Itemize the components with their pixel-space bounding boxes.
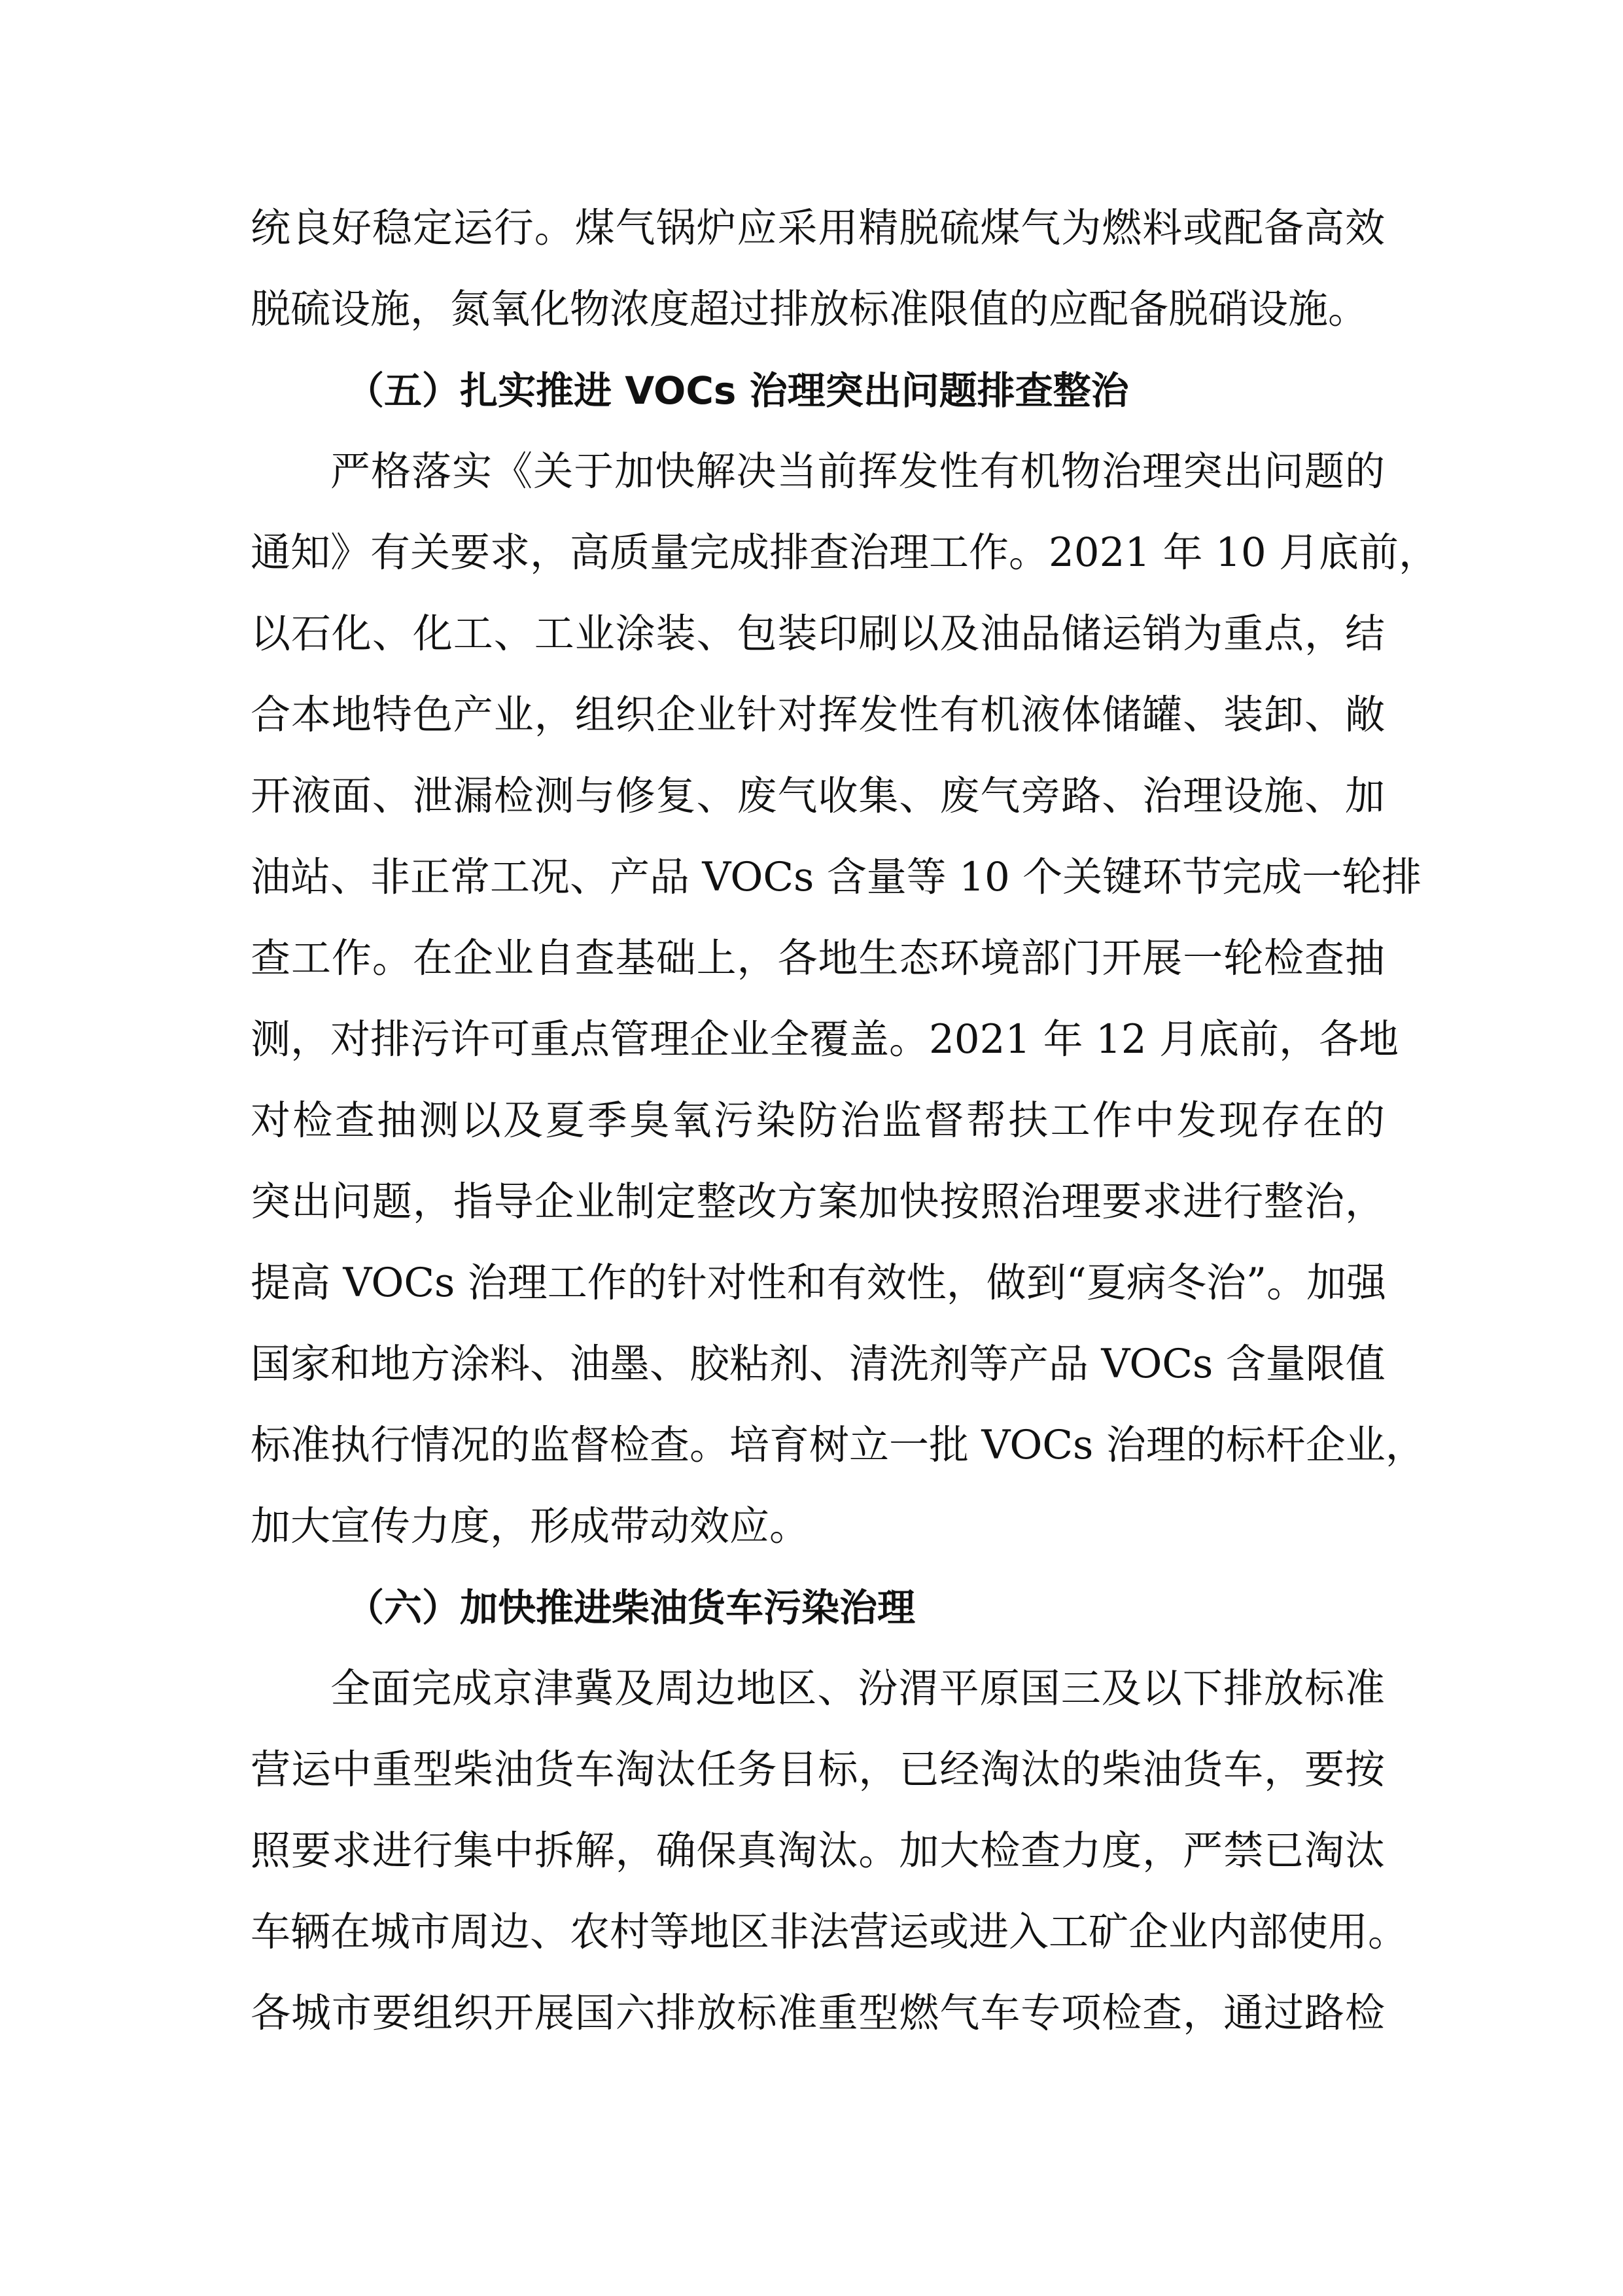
section-heading-5: （五）扎实推进 VOCs 治理突出问题排查整治 [346, 368, 1129, 413]
text-line: 通知》有关要求，高质量完成排查治理工作。2021 年 10 月底前， [251, 529, 1439, 576]
text-line: 突出问题，指导企业制定整改方案加快按照治理要求进行整治， [251, 1178, 1385, 1225]
text-line: 加大宣传力度，形成带动效应。 [251, 1503, 810, 1549]
text-line: 各城市要组织开展国六排放标准重型燃气车专项检查，通过路检 [251, 1990, 1385, 2036]
text-line: 严格落实《关于加快解决当前挥发性有机物治理突出问题的 [330, 448, 1385, 495]
text-line: 国家和地方涂料、油墨、胶粘剂、清洗剂等产品 VOCs 含量限值 [251, 1341, 1386, 1387]
text-line: 车辆在城市周边、农村等地区非法营运或进入工矿企业内部使用。 [251, 1909, 1408, 1955]
section-heading-6: （六）加快推进柴油货车污染治理 [346, 1585, 916, 1630]
document-page [251, 188, 1439, 2054]
text-line: 对检查抽测以及夏季臭氧污染防治监督帮扶工作中发现存在的 [251, 1097, 1385, 1144]
paragraph-vocs [251, 431, 1439, 1567]
text-line: 开液面、泄漏检测与修复、废气收集、废气旁路、治理设施、加 [251, 773, 1385, 819]
paragraph-continued [251, 188, 1385, 350]
text-line: 营运中重型柴油货车淘汰任务目标，已经淘汰的柴油货车，要按 [251, 1746, 1385, 1793]
text-line: 油站、非正常工况、产品 VOCs 含量等 10 个关键环节完成一轮排 [251, 854, 1422, 900]
text-line: 以石化、化工、工业涂装、包装印刷以及油品储运销为重点，结 [251, 610, 1385, 657]
text-line: 合本地特色产业，组织企业针对挥发性有机液体储罐、装卸、敞 [251, 692, 1385, 738]
text-line: 查工作。在企业自查基础上，各地生态环境部门开展一轮检查抽 [251, 935, 1385, 981]
text-line: 提高 VOCs 治理工作的针对性和有效性，做到“夏病冬治”。加强 [251, 1260, 1387, 1306]
paragraph-diesel [251, 1648, 1408, 2054]
text-line: 统良好稳定运行。煤气锅炉应采用精脱硫煤气为燃料或配备高效 [251, 205, 1385, 251]
text-line: 脱硫设施，氮氧化物浓度超过排放标准限值的应配备脱硝设施。 [251, 286, 1369, 332]
text-line: 标准执行情况的监督检查。培育树立一批 VOCs 治理的标杆企业， [251, 1422, 1425, 1468]
text-line: 测，对排污许可重点管理企业全覆盖。2021 年 12 月底前，各地 [251, 1016, 1399, 1063]
text-line: 照要求进行集中拆解，确保真淘汰。加大检查力度，严禁已淘汰 [251, 1828, 1385, 1874]
text-line: 全面完成京津冀及周边地区、汾渭平原国三及以下排放标准 [330, 1665, 1385, 1712]
